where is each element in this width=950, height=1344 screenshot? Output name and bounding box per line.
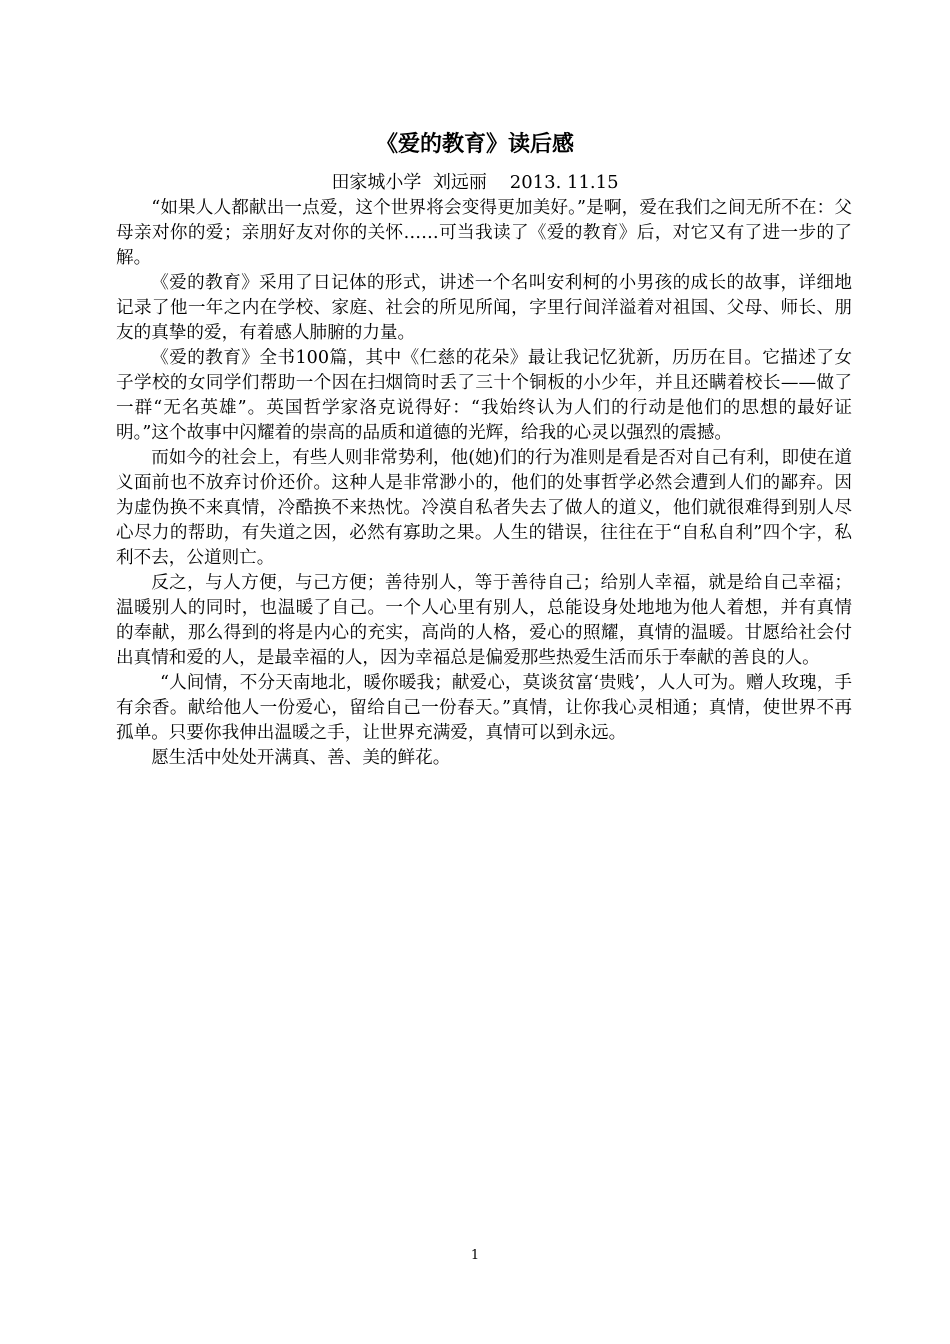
paragraph-7: 愿生活中处处开满真、善、美的鲜花。: [151, 748, 451, 768]
paragraph-2: 《爱的教育》采用了日记体的形式，讲述一个名叫安利柯的小男孩的成长的故事，详细地记录了他一年之内在学校、家庭、社会的所见所闻，字里行间洋溢着对祖国、父母、师长、朋友的真挚的爱，有着感人肺腑的力量。: [116, 273, 852, 343]
paragraph-3: 《爱的教育》全书100篇，其中《仁慈的花朵》最让我记忆犹新，历历在目。它描述了女子学校的女同学们帮助一个因在扫烟筒时丢了三十个铜板的小少年，并且还瞒着校长——做了一群“无名英雄”。英国哲学家洛克说得好：“我始终认为人们的行动是他们的思想的最好证明。”这个故事中闪耀着的崇高的品质和道德的光辉，给我的心灵以强烈的震撼。: [116, 348, 852, 443]
paragraph-6: “人间情，不分天南地北，暖你暖我；献爱心，莫谈贫富‘贵贱’，人人可为。赠人玫瑰，手有余香。献给他人一份爱心，留给自己一份春天。”真情，让你我心灵相通；真情，使世界不再孤单。只要你我伸出温暖之手，让世界充满爱，真情可以到永远。: [116, 673, 852, 743]
page-number: 1: [470, 1248, 480, 1263]
author-byline: 田家城小学 刘远丽 2013. 11.15: [331, 172, 619, 193]
paragraph-4: 而如今的社会上，有些人则非常势利，他(她)们的行为准则是看是否对自己有利，即使在道义面前也不放弃讨价还价。这种人是非常渺小的，他们的处事哲学必然会遭到人们的鄙弃。因为虚伪换不来真情，冷酷换不来热忱。冷漠自私者失去了做人的道义，他们就很难得到别人尽心尽力的帮助，有失道之因，必然有寡助之果。人生的错误，往往在于“自私自利”四个字，私利不去，公道则亡。: [116, 448, 852, 568]
document-title: 《爱的教育》读后感: [375, 132, 574, 157]
paragraph-5: 反之，与人方便，与己方便；善待别人，等于善待自己；给别人幸福，就是给自己幸福；温暖别人的同时，也温暖了自己。一个人心里有别人，总能设身处地地为他人着想，并有真情的奉献，那么得到的将是内心的充实，高尚的人格，爱心的照耀，真情的温暖。甘愿给社会付出真情和爱的人，是最幸福的人，因为幸福总是偏爱那些热爱生活而乐于奉献的善良的人。: [116, 573, 852, 668]
document-body: [116, 196, 852, 771]
paragraph-1: “如果人人都献出一点爱，这个世界将会变得更加美好。”是啊，爱在我们之间无所不在：父母亲对你的爱；亲朋好友对你的关怀……可当我读了《爱的教育》后，对它又有了进一步的了解。: [116, 198, 852, 268]
